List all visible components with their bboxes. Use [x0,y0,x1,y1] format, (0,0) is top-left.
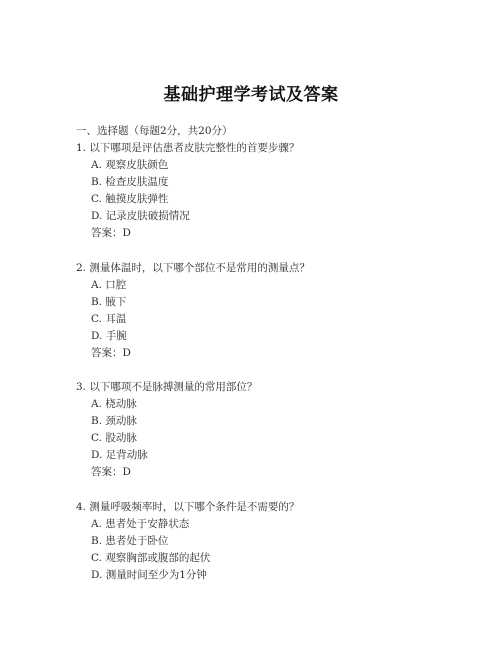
question-2-answer: 答案：D [91,347,131,359]
question-4-option-c: C. 观察胸部或腹部的起伏 [91,552,211,564]
question-1-option-a: A. 观察皮肤颜色 [91,159,169,171]
question-1-option-c: C. 触摸皮肤弹性 [91,193,169,205]
question-2-option-d: D. 手腕 [91,330,127,342]
question-3-option-d: D. 足背动脉 [91,449,148,461]
question-2-option-c: C. 耳温 [91,313,127,325]
question-3-option-c: C. 股动脉 [91,432,137,444]
question-2-text: 2. 测量体温时，以下哪个部位不是常用的测量点？ [76,262,310,274]
question-3-text: 3. 以下哪项不是脉搏测量的常用部位？ [76,381,258,393]
question-4-option-a: A. 患者处于安静状态 [91,518,190,530]
question-4-option-d: D. 测量时间至少为1分钟 [91,569,207,581]
document-title: 基础护理学考试及答案 [163,85,339,105]
question-3-option-a: A. 桡动脉 [91,398,137,410]
question-2-option-b: B. 腋下 [91,296,127,308]
section-heading: 一、选择题（每题2分，共20分） [76,125,233,137]
question-4-text: 4. 测量呼吸频率时，以下哪个条件是不需要的？ [76,501,300,513]
question-1-option-d: D. 记录皮肤破损情况 [91,210,190,222]
question-1-answer: 答案：D [91,227,131,239]
question-3-option-b: B. 颈动脉 [91,415,137,427]
question-2-option-a: A. 口腔 [91,279,127,291]
question-1-text: 1. 以下哪项是评估患者皮肤完整性的首要步骤？ [76,142,300,154]
question-1-option-b: B. 检查皮肤温度 [91,176,169,188]
question-4-option-b: B. 患者处于卧位 [91,535,169,547]
question-3-answer: 答案：D [91,466,131,478]
